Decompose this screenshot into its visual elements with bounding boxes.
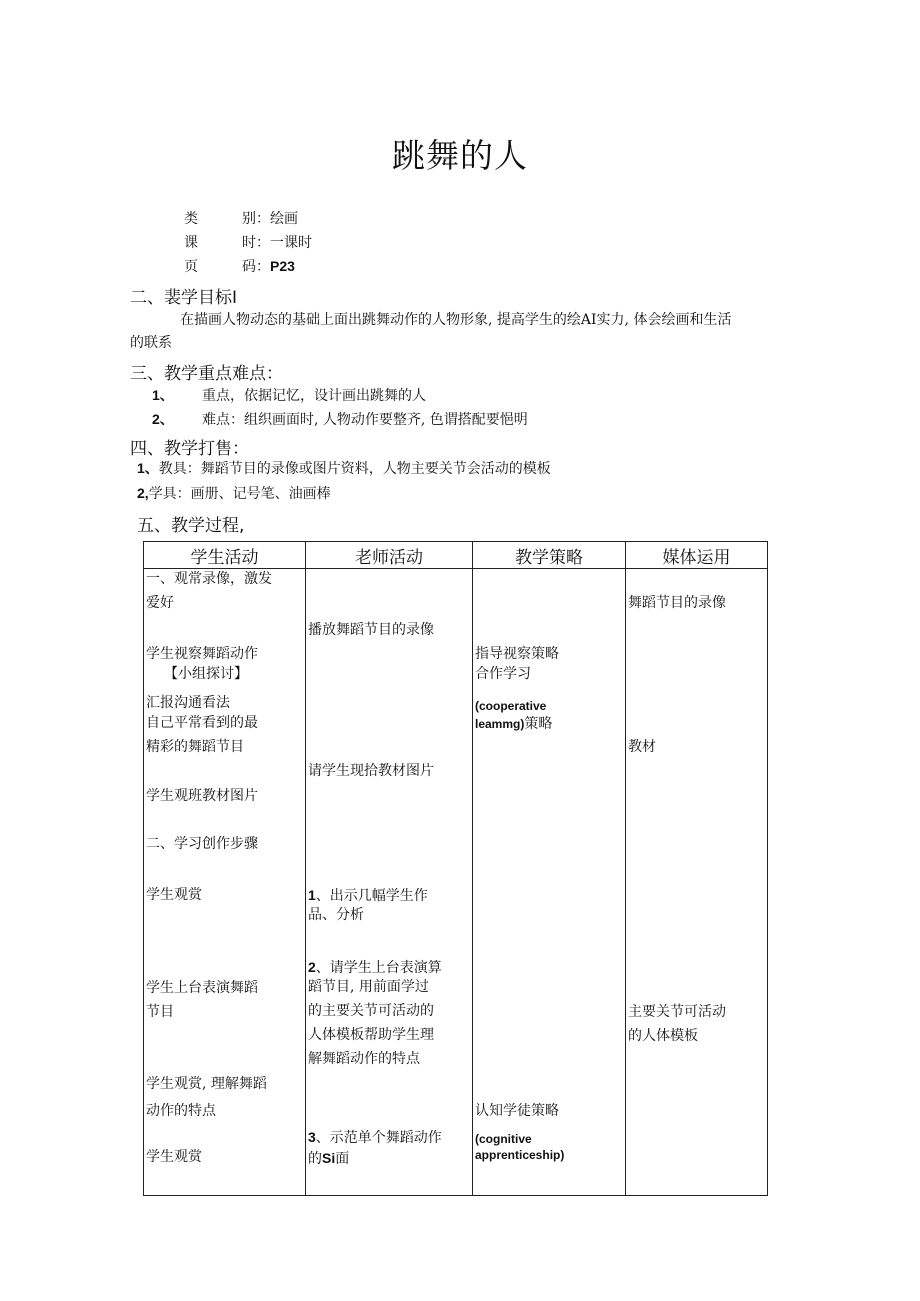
section-heading-process: 五、教学过程, (137, 516, 245, 536)
header-media-use: 媒体运用 (626, 542, 768, 569)
meta-page: 页 码：P23 (184, 258, 295, 275)
table-row (144, 569, 768, 1196)
page-title: 跳舞的人 (392, 136, 528, 175)
teaching-process-table (143, 541, 768, 1196)
header-student-activity: 学生活动 (144, 542, 306, 569)
teacher-activity-cell: 播放舞蹈节目的录像 请学生现拾教材图片 1、出示几幅学生作 品、分析 2、请学生上台表演算 蹈节目, 用前面学过 的主要关节可活动的 人体模板帮助学生理 解舞蹈动作的特点 3、示范单个舞蹈动作 的Si面 (306, 569, 473, 1196)
meta-category: 类 别：绘画 (184, 211, 298, 227)
keypoint-item: 1、 重点，依据记忆，设计画出跳舞的人 (152, 387, 426, 404)
goals-text-line1: 在描画人物动态的基础上面出跳舞动作的人物形象, 提高学生的绘AI实力, 体会绘画和生活 (180, 312, 732, 328)
preparation-item: 1、教具：舞蹈节目的录像或图片资料，人物主要关节会活动的模板 (137, 460, 551, 477)
header-teaching-strategy: 教学策略 (473, 542, 626, 569)
section-heading-preparation: 四、教学打售： (130, 439, 249, 459)
student-activity-cell: 一、观常录像，激发 爱好 学生视察舞蹈动作 【小组探讨】 汇报沟通看法 自己平常看到的最 精彩的舞蹈节目 学生观班教材图片 二、学习创作步骤 学生观赏 学生上台表演舞蹈 节目 学生观赏, 理解舞蹈 动作的特点 学生观赏 (144, 569, 306, 1196)
keypoint-item: 2、 难点：组织画面时, 人物动作要整齐, 色谓搭配要悒明 (152, 411, 528, 428)
table-header-row (144, 542, 768, 569)
header-teacher-activity: 老师活动 (306, 542, 473, 569)
teaching-strategy-cell: 指导视察策略 合作学习 (cooperative leammg)策略 认知学徒策略 (cognitive apprenticeship) (473, 569, 626, 1196)
section-heading-goals: 二、裴学目标I (130, 288, 238, 308)
preparation-item: 2,学具：画册、记号笔、油画棒 (137, 485, 331, 502)
meta-duration: 课 时：一课时 (184, 235, 312, 251)
section-heading-keypoints: 三、教学重点难点： (130, 364, 283, 384)
media-use-cell: 舞蹈节目的录像 教材 主要关节可活动 的人体模板 (626, 569, 768, 1196)
goals-text-line2: 的联系 (130, 335, 172, 351)
